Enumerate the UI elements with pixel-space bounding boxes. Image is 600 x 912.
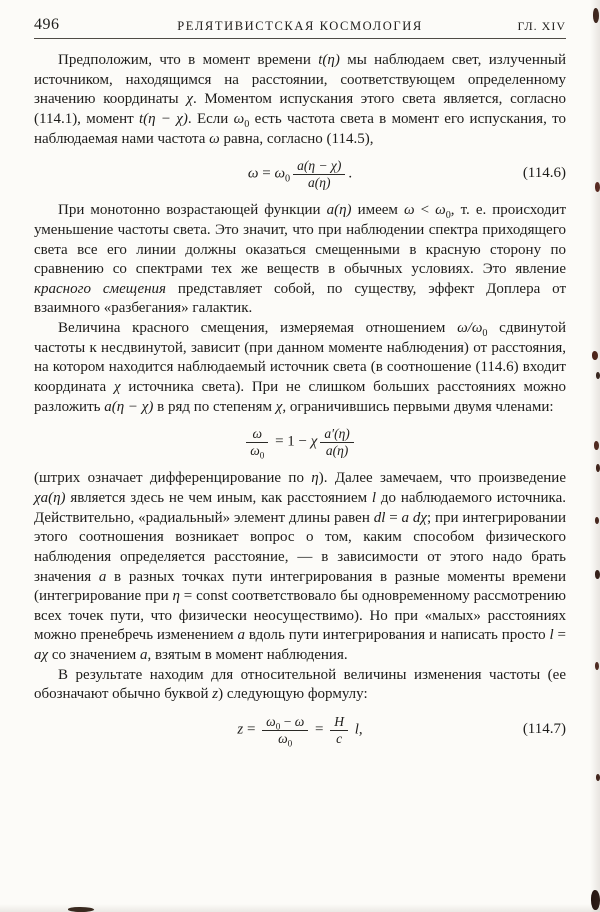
text-run: l	[371, 489, 377, 506]
text-run: a	[139, 647, 148, 664]
text-run: 0	[244, 118, 250, 130]
text-run: ω	[247, 165, 259, 182]
scan-artifact	[591, 890, 600, 910]
text-run: вдоль пути интегрирования и написать просто	[245, 627, 550, 644]
text-run: <	[414, 202, 436, 219]
scan-artifact	[595, 182, 600, 192]
denominator	[246, 442, 268, 459]
text-run: = const соответствовало бы одновременному рассмотрению всех точек пути, что физически неосуществимо). Но при «малых» расстояниях можно пренебречь изменением	[34, 588, 566, 644]
equation-number: (114.6)	[522, 165, 566, 182]
scan-artifact	[594, 441, 599, 450]
text-run: χ	[275, 398, 283, 415]
text-run: ω	[209, 130, 220, 147]
text-run: мы наблюдаем свет, излученный источником, находящимся на расстоянии, соответствующем определенному значению координаты	[34, 52, 566, 108]
fraction	[246, 426, 268, 461]
text-run: a(η − χ)	[297, 158, 342, 174]
text-run: =	[311, 721, 328, 738]
scan-artifact	[595, 517, 599, 524]
text-run: 0	[259, 450, 265, 461]
text-run: ). Далее замечаем, что произведение	[318, 470, 566, 487]
page-body	[34, 51, 566, 749]
fraction	[320, 426, 353, 458]
scan-artifact	[596, 774, 600, 781]
paragraph	[34, 469, 566, 665]
text-run: η	[172, 588, 180, 605]
paragraph	[34, 319, 566, 417]
text-run: источника света). При не слишком больших расстояниях можно разложить	[34, 379, 566, 415]
scan-artifact	[593, 8, 599, 23]
text-run: со значением	[48, 647, 140, 664]
text-run: является здесь не чем иным, как расстоянием	[65, 489, 372, 506]
text-run: =	[553, 627, 566, 644]
denominator	[330, 730, 348, 747]
text-run: z	[212, 686, 219, 703]
numerator	[262, 714, 308, 730]
denominator	[320, 442, 353, 459]
text-run: η	[311, 470, 319, 487]
text-run: ) следующую формулу:	[218, 686, 368, 703]
text-run: a(η)	[308, 174, 331, 190]
denominator	[262, 730, 308, 747]
text-run: в разных точках пути интегрирования в разные моменты времени (интегрирование при	[34, 568, 566, 605]
text-run: =	[385, 509, 402, 526]
text-run: 0	[287, 738, 293, 749]
scan-artifact	[595, 570, 600, 579]
page-header	[34, 16, 566, 39]
text-run: Величина красного смещения, измеряемая отношением	[58, 320, 458, 337]
text-run: ω/ω	[457, 320, 483, 337]
text-run: до наблюдаемого источника. Действительно, «радиальный» элемент длины равен	[34, 489, 566, 526]
text-run: z	[237, 721, 244, 738]
equation	[248, 158, 352, 190]
text-run: , ограничившись первыми двумя членами:	[282, 398, 554, 415]
text-run: имеем	[351, 202, 404, 219]
text-run: ; при интегрировании этого соотношения возникает вопрос о том, каким способом физического наблюдения определяется расстояние, — в зависимости от этого надо брать значения	[34, 509, 566, 585]
text-run: a(η − χ)	[104, 398, 154, 415]
text-run: ω	[435, 202, 446, 219]
scan-artifact	[596, 464, 600, 472]
text-run: a′(η)	[324, 426, 350, 442]
equation	[237, 714, 363, 749]
text-run: ω	[250, 442, 260, 458]
scan-artifact	[68, 907, 94, 912]
text-run: aχ	[34, 647, 49, 664]
text-run: = 1 −	[271, 433, 311, 450]
running-title: РЕЛЯТИВИСТСКАЯ КОСМОЛОГИЯ	[177, 19, 423, 33]
text-run: =	[243, 721, 260, 738]
text-run: представляет собой, по существу, эффект Доплера от взаимного «разбегания» галактик.	[34, 280, 566, 317]
text-run: dl	[373, 509, 386, 526]
page-number: 496	[34, 16, 60, 33]
text-run: a	[237, 627, 246, 644]
text-run: ω	[233, 110, 245, 127]
text-run: , т. е. происходит уменьшение частоты света. Это значит, что при наблюдении спектра приходящего света все его линии должны оказаться смещенными в красную сторону по сравнению со спектрами тех же веществ в обычных условиях. Это явление	[34, 202, 566, 278]
formula	[34, 714, 566, 749]
equation	[243, 426, 357, 461]
text-run: a dχ	[401, 509, 427, 526]
text-run: ω	[403, 202, 415, 219]
paragraph	[34, 51, 566, 149]
text-run: a	[98, 568, 107, 585]
numerator	[330, 714, 348, 730]
numerator	[246, 426, 268, 442]
chapter-label: ГЛ. XIV	[517, 19, 566, 33]
text-run: . Моментом испускания этого света является, согласно (114.1), момент	[34, 91, 566, 127]
numerator	[293, 158, 345, 174]
text-run: ω	[274, 165, 286, 182]
text-run: (штрих означает дифференцирование по	[34, 470, 312, 487]
text-run: c	[336, 730, 343, 746]
text-run: χ	[310, 433, 318, 450]
text-run: . Если	[187, 110, 234, 127]
text-run: t(η)	[318, 52, 340, 68]
text-run: l	[354, 721, 359, 738]
paragraph	[34, 666, 566, 705]
formula	[34, 426, 566, 461]
text-run: 0	[275, 721, 281, 732]
text-run: 0	[445, 210, 451, 222]
text-run: ,	[358, 721, 363, 738]
text-run: В результате находим для относительной величины изменения частоты (ее обозначают обычно буквой	[34, 666, 566, 703]
text-run: При монотонно возрастающей функции	[58, 202, 327, 219]
text-run: a(η)	[325, 442, 349, 458]
equation-number: (114.7)	[522, 721, 566, 738]
numerator	[320, 426, 353, 442]
text-run: ω	[252, 426, 263, 442]
text-run: l	[549, 627, 554, 644]
text-run: сдвинутой частоты к несдвинутой, зависит (при данном моменте наблюдения) от расстояния, на котором находится наблюдаемый источник света (в соотношение (114.6) входит координата	[34, 320, 566, 395]
text-run: 0	[285, 173, 291, 185]
scan-artifact	[592, 351, 598, 360]
text-run: ω	[294, 714, 305, 729]
text-run: , взятым в момент наблюдения.	[147, 647, 348, 664]
text-run: χ	[113, 379, 121, 395]
text-run: .	[348, 165, 353, 182]
text-run: ω	[266, 714, 276, 729]
fraction	[293, 158, 345, 190]
text-run: ω	[278, 730, 288, 746]
text-run: равна, согласно (114.5),	[219, 130, 374, 147]
text-run: −	[280, 714, 295, 729]
formula	[34, 158, 566, 190]
text-run: 0	[482, 328, 488, 340]
fraction	[330, 714, 348, 746]
text-run: красного смещения	[34, 280, 167, 297]
text-run: в ряд по степеням	[153, 398, 276, 415]
scan-artifact	[596, 372, 600, 379]
text-run: a(η)	[326, 202, 352, 219]
text-run: есть частота света в момент его испускания, то наблюдаемая нами частота	[34, 110, 566, 147]
text-run: H	[334, 714, 344, 729]
text-run: Предположим, что в момент времени	[58, 52, 319, 68]
scan-artifact	[595, 662, 599, 670]
denominator	[293, 174, 345, 191]
paragraph	[34, 201, 566, 319]
text-run: χ	[186, 91, 193, 108]
text-run: t(η − χ)	[138, 110, 188, 127]
text-run: χa(η)	[34, 489, 66, 506]
text-run: =	[258, 165, 275, 182]
fraction	[262, 714, 308, 749]
